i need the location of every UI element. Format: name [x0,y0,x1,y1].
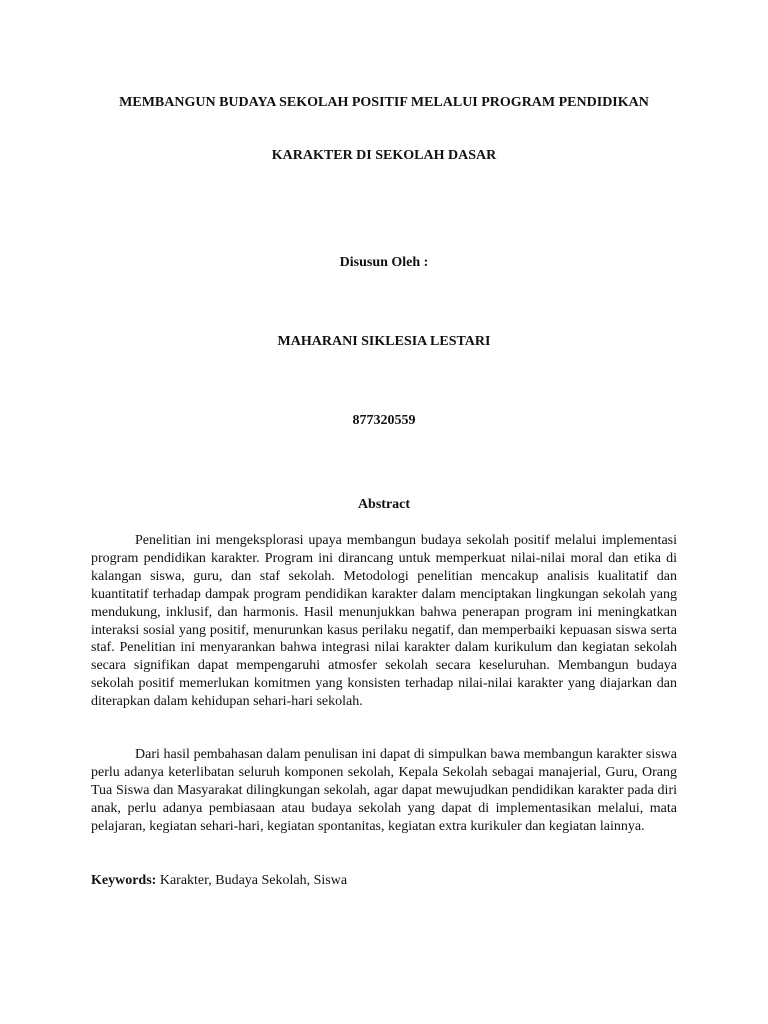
paper-title-line-2: KARAKTER DI SEKOLAH DASAR [271,148,497,163]
authored-by-label: Disusun Oleh : [339,255,429,270]
student-id-number: 877320559 [352,413,416,428]
keywords-line [91,872,677,890]
keywords-label: Keywords: [91,873,157,888]
author-name: MAHARANI SIKLESIA LESTARI [277,334,491,349]
paper-title-line-1: MEMBANGUN BUDAYA SEKOLAH POSITIF MELALUI PROGRAM PENDIDIKAN [119,95,649,110]
abstract-heading: Abstract [357,497,411,512]
abstract-paragraph-1: Penelitian ini mengeksplorasi upaya membangun budaya sekolah positif melalui implementasi program pendidikan karakter. Program ini dirancang untuk memperkuat nilai-nilai moral dan etika di kalangan siswa, guru, dan staf sekolah. Metodologi penelitian mencakup analisis kualitatif dan kuantitatif terhadap dampak program pendidikan karakter dalam menciptakan lingkungan sekolah yang mendukung, inklusif, dan harmonis. Hasil menunjukkan bahwa penerapan program ini meningkatkan interaksi sosial yang positif, menurunkan kasus perilaku negatif, dan memperbaiki kepuasan siswa serta staf. Penelitian ini menyarankan bahwa integrasi nilai karakter dalam kurikulum dan kegiatan sekolah secara signifikan dapat mempengaruhi atmosfer sekolah secara keseluruhan. Membangun budaya sekolah positif memerlukan komitmen yang konsisten terhadap nilai-nilai karakter yang diajarkan dan diterapkan dalam kehidupan sehari-hari sekolah. [91,533,677,710]
abstract-paragraph-2: Dari hasil pembahasan dalam penulisan ini dapat di simpulkan bawa membangun karakter siswa perlu adanya keterlibatan seluruh komponen sekolah, Kepala Sekolah sebagai manajerial, Guru, Orang Tua Siswa dan Masyarakat dilingkungan sekolah, agar dapat mewujudkan pendidikan karakter pada diri anak, perlu adanya pembiasaan atau budaya sekolah yang dapat di implementasikan melalui, mata pelajaran, kegiatan sehari-hari, kegiatan spontanitas, kegiatan extra kurikuler dan kegiatan lainnya. [91,747,677,834]
keywords-values: Karakter, Budaya Sekolah, Siswa [156,873,348,888]
